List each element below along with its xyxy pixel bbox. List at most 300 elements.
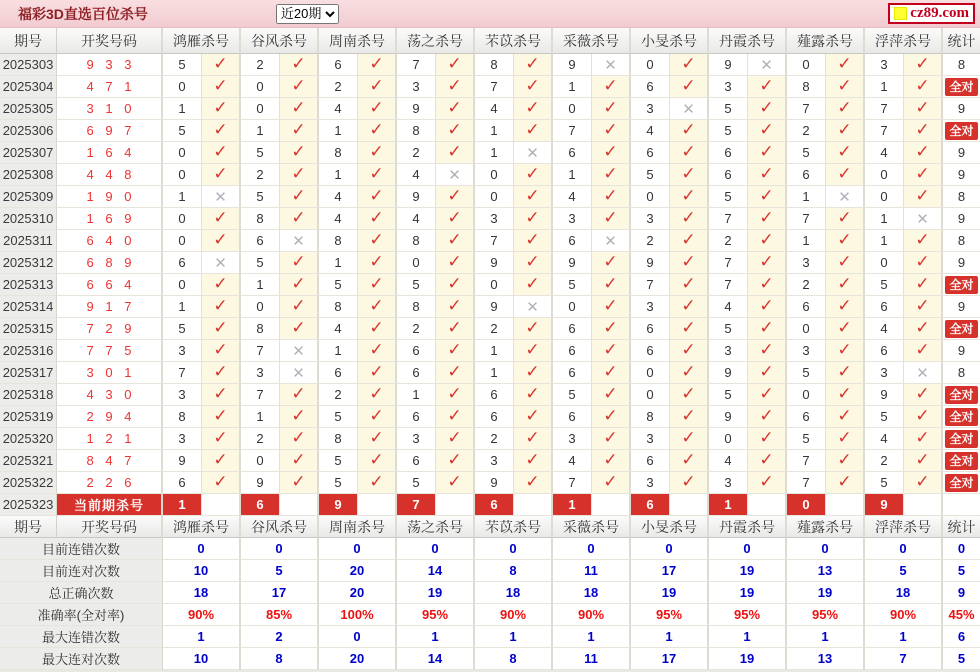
- check-icon: [436, 186, 475, 208]
- check-glyph: ✓: [681, 164, 696, 183]
- check-glyph: ✓: [837, 406, 852, 425]
- check-glyph: ✓: [525, 428, 540, 447]
- check-glyph: ✓: [837, 296, 852, 315]
- table-row: [0, 428, 980, 450]
- check-icon: [904, 274, 943, 296]
- summary-value: 17: [631, 560, 709, 582]
- check-icon: [748, 428, 787, 450]
- check-icon: [826, 98, 865, 120]
- x-glyph: ✕: [760, 56, 773, 74]
- kill-number: 9: [163, 450, 202, 472]
- x-glyph: ✕: [292, 232, 305, 250]
- check-glyph: ✓: [603, 428, 618, 447]
- check-glyph: ✓: [837, 362, 852, 381]
- column-header-expert-4: 芣苡杀号: [475, 28, 553, 54]
- column-header-expert-6: 小旻杀号: [631, 516, 709, 538]
- check-glyph: ✓: [525, 230, 540, 249]
- stat-cell: [943, 428, 980, 450]
- table-row: [0, 296, 980, 318]
- kill-number: 7: [553, 472, 592, 494]
- check-glyph: ✓: [759, 208, 774, 227]
- x-glyph: ✕: [526, 298, 539, 316]
- check-icon: [592, 164, 631, 186]
- kill-number: 0: [709, 428, 748, 450]
- check-glyph: ✓: [369, 98, 384, 117]
- summary-value: 13: [787, 560, 865, 582]
- check-icon: [280, 406, 319, 428]
- check-glyph: ✓: [525, 186, 540, 205]
- draw-numbers: 9 1 7: [57, 296, 163, 318]
- kill-number: 5: [163, 120, 202, 142]
- summary-value: 8: [241, 648, 319, 670]
- check-glyph: ✓: [213, 54, 228, 73]
- kill-number: 1: [553, 76, 592, 98]
- kill-number: 7: [709, 252, 748, 274]
- check-icon: [202, 318, 241, 340]
- kill-number: 7: [163, 362, 202, 384]
- kill-number: 3: [865, 362, 904, 384]
- current-kill-number: 6: [241, 494, 280, 516]
- kill-number: 3: [163, 428, 202, 450]
- check-icon: [748, 252, 787, 274]
- x-glyph: ✕: [838, 188, 851, 206]
- check-glyph: ✓: [291, 450, 306, 469]
- summary-value: 0: [397, 538, 475, 560]
- summary-value: 0: [787, 538, 865, 560]
- kill-number: 6: [553, 406, 592, 428]
- kill-number: 9: [553, 252, 592, 274]
- check-icon: [592, 98, 631, 120]
- check-icon: [592, 428, 631, 450]
- summary-value: 1: [163, 626, 241, 648]
- empty-mark-cell: [202, 494, 241, 516]
- check-icon: [904, 384, 943, 406]
- summary-value: 1: [787, 626, 865, 648]
- summary-value: 18: [475, 582, 553, 604]
- check-icon: [514, 252, 553, 274]
- kill-number: 7: [241, 384, 280, 406]
- check-glyph: ✓: [525, 120, 540, 139]
- summary-value: 5: [241, 560, 319, 582]
- check-icon: [670, 208, 709, 230]
- stat-cell: [943, 494, 980, 516]
- check-icon: [358, 274, 397, 296]
- kill-number: 9: [553, 54, 592, 76]
- check-glyph: ✓: [291, 406, 306, 425]
- kill-number: 5: [787, 428, 826, 450]
- check-glyph: ✓: [369, 252, 384, 271]
- check-icon: [748, 362, 787, 384]
- check-icon: [358, 296, 397, 318]
- table-row: [0, 142, 980, 164]
- summary-value: 14: [397, 560, 475, 582]
- kill-number: 6: [319, 362, 358, 384]
- kill-number: 1: [319, 340, 358, 362]
- check-glyph: ✓: [291, 296, 306, 315]
- kill-number: 9: [241, 472, 280, 494]
- check-glyph: ✓: [681, 274, 696, 293]
- stat-cell: [943, 450, 980, 472]
- check-icon: [592, 340, 631, 362]
- table-row: [0, 54, 980, 76]
- kill-number: 7: [475, 230, 514, 252]
- x-icon: [826, 186, 865, 208]
- summary-value: 90%: [475, 604, 553, 626]
- x-icon: [436, 164, 475, 186]
- check-glyph: ✓: [759, 98, 774, 117]
- check-glyph: ✓: [603, 340, 618, 359]
- check-icon: [358, 472, 397, 494]
- check-icon: [670, 120, 709, 142]
- summary-value: 7: [865, 648, 943, 670]
- check-icon: [202, 230, 241, 252]
- table-header-row: [0, 28, 980, 54]
- check-glyph: ✓: [915, 472, 930, 491]
- site-logo[interactable]: [888, 3, 975, 24]
- check-glyph: ✓: [369, 472, 384, 491]
- check-icon: [826, 406, 865, 428]
- draw-numbers: 1 6 4: [57, 142, 163, 164]
- x-icon: [670, 98, 709, 120]
- kill-number: 3: [631, 98, 670, 120]
- kill-number: 6: [631, 340, 670, 362]
- kill-number: 7: [475, 76, 514, 98]
- summary-value: 20: [319, 582, 397, 604]
- kill-number: 8: [319, 296, 358, 318]
- period-cell: 2025320: [0, 428, 57, 450]
- summary-row: [0, 582, 980, 604]
- summary-value: 1: [631, 626, 709, 648]
- check-icon: [904, 230, 943, 252]
- summary-label: 准确率(全对率): [0, 604, 163, 626]
- table-row: [0, 318, 980, 340]
- x-icon: [280, 230, 319, 252]
- table-row: [0, 208, 980, 230]
- period-cell: 2025319: [0, 406, 57, 428]
- kill-number: 0: [865, 164, 904, 186]
- check-glyph: ✓: [213, 340, 228, 359]
- check-glyph: ✓: [837, 252, 852, 271]
- check-glyph: ✓: [369, 340, 384, 359]
- check-glyph: ✓: [759, 142, 774, 161]
- check-glyph: ✓: [291, 274, 306, 293]
- check-glyph: ✓: [837, 98, 852, 117]
- table-row: [0, 384, 980, 406]
- check-glyph: ✓: [681, 406, 696, 425]
- kill-number: 2: [631, 230, 670, 252]
- kill-number: 0: [475, 186, 514, 208]
- current-period-label: 当前期杀号: [57, 494, 163, 516]
- check-glyph: ✓: [525, 98, 540, 117]
- check-icon: [436, 472, 475, 494]
- check-icon: [514, 208, 553, 230]
- check-icon: [358, 54, 397, 76]
- check-icon: [358, 230, 397, 252]
- kill-number: 3: [397, 76, 436, 98]
- check-icon: [748, 98, 787, 120]
- kill-number: 7: [241, 340, 280, 362]
- kill-number: 5: [709, 384, 748, 406]
- kill-number: 8: [397, 230, 436, 252]
- column-header-expert-5: 采薇杀号: [553, 28, 631, 54]
- check-glyph: ✓: [525, 274, 540, 293]
- check-glyph: ✓: [837, 450, 852, 469]
- check-icon: [514, 340, 553, 362]
- check-glyph: ✓: [447, 54, 462, 73]
- x-icon: [280, 362, 319, 384]
- check-icon: [748, 450, 787, 472]
- column-header-expert-2: 周南杀号: [319, 516, 397, 538]
- check-glyph: ✓: [915, 142, 930, 161]
- check-glyph: ✓: [603, 318, 618, 337]
- summary-value: 10: [163, 648, 241, 670]
- kill-number: 7: [787, 472, 826, 494]
- empty-mark-cell: [514, 494, 553, 516]
- check-icon: [826, 340, 865, 362]
- stat-cell: [943, 120, 980, 142]
- check-icon: [670, 54, 709, 76]
- kill-number: 7: [787, 450, 826, 472]
- check-icon: [904, 340, 943, 362]
- table-row: [0, 120, 980, 142]
- summary-label: 目前连错次数: [0, 538, 163, 560]
- check-glyph: ✓: [681, 296, 696, 315]
- check-icon: [670, 274, 709, 296]
- check-icon: [592, 208, 631, 230]
- check-glyph: ✓: [759, 296, 774, 315]
- check-icon: [436, 362, 475, 384]
- check-icon: [358, 450, 397, 472]
- check-icon: [904, 450, 943, 472]
- kill-number: 6: [631, 76, 670, 98]
- check-icon: [280, 428, 319, 450]
- table-row: [0, 450, 980, 472]
- kill-number: 0: [787, 318, 826, 340]
- kill-number: 5: [631, 164, 670, 186]
- kill-number: 3: [709, 340, 748, 362]
- kill-number: 3: [709, 472, 748, 494]
- kill-number: 9: [865, 384, 904, 406]
- check-icon: [592, 384, 631, 406]
- check-glyph: ✓: [837, 318, 852, 337]
- x-glyph: ✕: [292, 364, 305, 382]
- check-icon: [514, 450, 553, 472]
- stat-cell: [943, 406, 980, 428]
- summary-value: 19: [631, 582, 709, 604]
- check-icon: [436, 76, 475, 98]
- period-cell: 2025303: [0, 54, 57, 76]
- check-glyph: ✓: [369, 274, 384, 293]
- check-icon: [436, 120, 475, 142]
- check-glyph: ✓: [447, 274, 462, 293]
- check-glyph: ✓: [603, 142, 618, 161]
- check-icon: [436, 142, 475, 164]
- check-glyph: ✓: [447, 340, 462, 359]
- x-icon: [904, 362, 943, 384]
- check-icon: [904, 296, 943, 318]
- summary-value: 1: [397, 626, 475, 648]
- kill-number: 2: [319, 384, 358, 406]
- kill-number: 6: [787, 406, 826, 428]
- kill-number: 7: [865, 120, 904, 142]
- check-glyph: ✓: [759, 164, 774, 183]
- stat-cell: [943, 472, 980, 494]
- current-kill-number: 9: [865, 494, 904, 516]
- check-glyph: ✓: [447, 362, 462, 381]
- draw-numbers: 3 1 0: [57, 98, 163, 120]
- check-glyph: ✓: [213, 406, 228, 425]
- check-icon: [514, 384, 553, 406]
- check-glyph: ✓: [447, 76, 462, 95]
- kill-number: 3: [241, 362, 280, 384]
- draw-numbers: 6 8 9: [57, 252, 163, 274]
- check-icon: [592, 318, 631, 340]
- check-glyph: ✓: [525, 384, 540, 403]
- summary-value: 19: [709, 560, 787, 582]
- kill-number: 2: [787, 274, 826, 296]
- check-icon: [280, 384, 319, 406]
- kill-number: 6: [553, 142, 592, 164]
- stat-cell: 8: [943, 186, 980, 208]
- check-icon: [592, 76, 631, 98]
- stat-cell: 9: [943, 142, 980, 164]
- check-glyph: ✓: [837, 384, 852, 403]
- column-header-expert-5: 采薇杀号: [553, 516, 631, 538]
- kill-number: 4: [319, 186, 358, 208]
- kill-number: 2: [397, 142, 436, 164]
- check-glyph: ✓: [915, 252, 930, 271]
- check-icon: [436, 98, 475, 120]
- check-icon: [514, 428, 553, 450]
- period-range-select[interactable]: [276, 4, 339, 24]
- check-glyph: ✓: [915, 164, 930, 183]
- stat-cell: [943, 384, 980, 406]
- check-icon: [280, 98, 319, 120]
- check-icon: [592, 450, 631, 472]
- kill-number: 0: [163, 208, 202, 230]
- check-icon: [514, 54, 553, 76]
- summary-row: [0, 626, 980, 648]
- kill-number: 5: [709, 98, 748, 120]
- column-header-expert-3: 荡之杀号: [397, 516, 475, 538]
- check-glyph: ✓: [603, 406, 618, 425]
- check-icon: [280, 208, 319, 230]
- kill-number: 8: [787, 76, 826, 98]
- x-icon: [514, 296, 553, 318]
- check-icon: [436, 274, 475, 296]
- kill-number: 9: [475, 472, 514, 494]
- kill-number: 4: [319, 208, 358, 230]
- kill-number: 0: [553, 98, 592, 120]
- stat-cell: 9: [943, 98, 980, 120]
- table-row: [0, 76, 980, 98]
- check-icon: [280, 54, 319, 76]
- check-icon: [280, 450, 319, 472]
- check-glyph: ✓: [447, 186, 462, 205]
- check-icon: [748, 142, 787, 164]
- check-glyph: ✓: [213, 318, 228, 337]
- period-cell: 2025322: [0, 472, 57, 494]
- check-glyph: ✓: [837, 208, 852, 227]
- draw-numbers: 6 6 4: [57, 274, 163, 296]
- kill-number: 6: [163, 252, 202, 274]
- check-icon: [592, 362, 631, 384]
- column-header-expert-8: 薤露杀号: [787, 516, 865, 538]
- kill-number: 2: [241, 428, 280, 450]
- kill-number: 8: [319, 428, 358, 450]
- check-icon: [670, 186, 709, 208]
- allcorrect-badge: 全对: [945, 386, 978, 404]
- summary-value: 0: [241, 538, 319, 560]
- check-icon: [670, 406, 709, 428]
- summary-value: 95%: [397, 604, 475, 626]
- current-kill-number: 9: [319, 494, 358, 516]
- check-icon: [280, 164, 319, 186]
- check-glyph: ✓: [525, 76, 540, 95]
- check-glyph: ✓: [369, 186, 384, 205]
- summary-value: 5: [865, 560, 943, 582]
- x-icon: [202, 252, 241, 274]
- check-icon: [358, 406, 397, 428]
- kill-number: 4: [631, 120, 670, 142]
- kill-number: 2: [475, 318, 514, 340]
- draw-numbers: 9 3 3: [57, 54, 163, 76]
- period-cell: 2025304: [0, 76, 57, 98]
- stat-cell: [943, 76, 980, 98]
- summary-value: 100%: [319, 604, 397, 626]
- kill-number: 3: [865, 54, 904, 76]
- check-glyph: ✓: [681, 252, 696, 271]
- check-glyph: ✓: [291, 54, 306, 73]
- check-icon: [358, 318, 397, 340]
- x-icon: [202, 186, 241, 208]
- summary-value: 0: [865, 538, 943, 560]
- check-glyph: ✓: [369, 406, 384, 425]
- summary-value: 14: [397, 648, 475, 670]
- kill-number: 1: [319, 252, 358, 274]
- period-cell: 2025305: [0, 98, 57, 120]
- logo-text: cz89.com: [910, 5, 969, 21]
- check-glyph: ✓: [213, 230, 228, 249]
- kill-number: 1: [865, 208, 904, 230]
- check-glyph: ✓: [525, 164, 540, 183]
- summary-row: [0, 538, 980, 560]
- check-icon: [514, 230, 553, 252]
- summary-value: 19: [397, 582, 475, 604]
- check-icon: [904, 472, 943, 494]
- kill-number: 4: [397, 208, 436, 230]
- check-icon: [436, 406, 475, 428]
- check-icon: [904, 98, 943, 120]
- current-kill-number: 6: [475, 494, 514, 516]
- kill-number: 3: [631, 208, 670, 230]
- stat-cell: 8: [943, 362, 980, 384]
- check-glyph: ✓: [369, 384, 384, 403]
- check-icon: [280, 472, 319, 494]
- draw-numbers: 8 4 7: [57, 450, 163, 472]
- kill-number: 3: [631, 296, 670, 318]
- current-period-row: [0, 494, 980, 516]
- check-glyph: ✓: [369, 428, 384, 447]
- kill-number: 2: [787, 120, 826, 142]
- check-glyph: ✓: [681, 230, 696, 249]
- kill-number: 6: [475, 406, 514, 428]
- period-cell: 2025313: [0, 274, 57, 296]
- kill-number: 6: [553, 318, 592, 340]
- x-icon: [904, 208, 943, 230]
- kill-number: 3: [631, 472, 670, 494]
- kill-number: 0: [163, 274, 202, 296]
